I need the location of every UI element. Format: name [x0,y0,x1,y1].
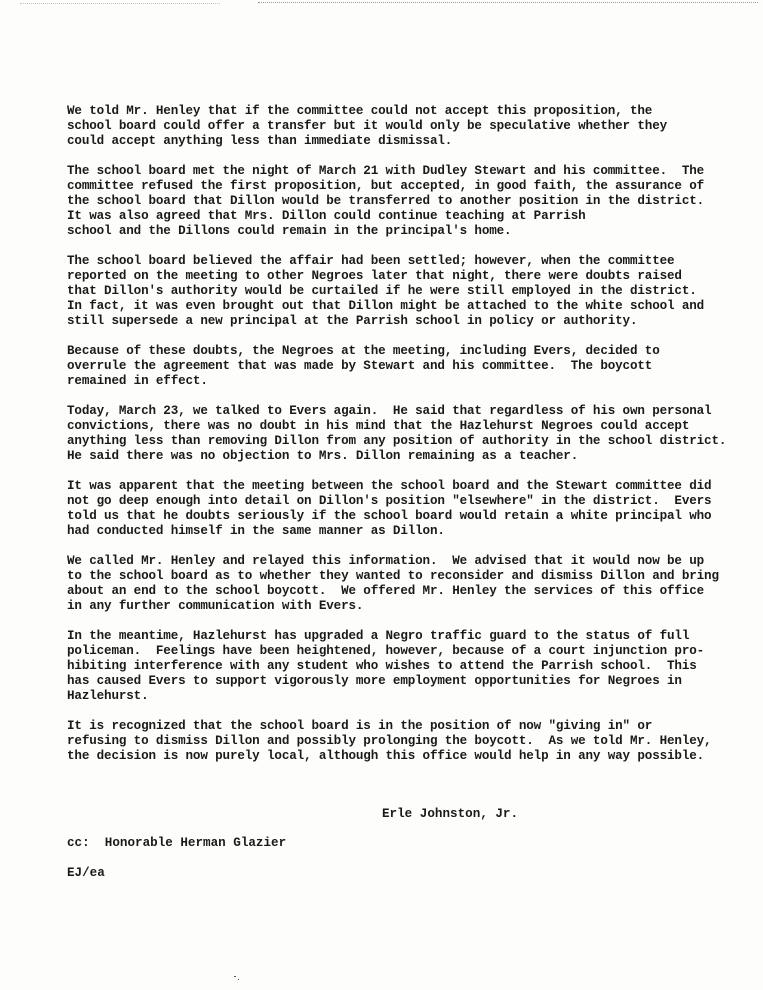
letter-body [67,104,757,779]
paragraph-doubts: Because of these doubts, the Negroes at the meeting, including Evers, decided to overrule the agreement that was made by Stewart and his committee. The boycott remained in effect. [67,344,660,388]
typist-initials: EJ/ea [67,866,105,880]
paragraph-talk-with-evers: Today, March 23, we talked to Evers again. He said that regardless of his own personal convictions, there was no doubt in his mind that the Hazlehurst Negroes could accept anything less than removing Dillon from any position of authority in the school district. He said there was no objection to Mrs. Dillon remaining as a teacher. [67,404,727,463]
top-edge-mark-left [20,3,220,4]
scan-speck [238,979,239,980]
paragraph-called-henley: We called Mr. Henley and relayed this information. We advised that it would now be up to the school board as to whether they wanted to reconsider and dismiss Dillon and bring about an end to the school boycott. We offered Mr. Henley the services of this office in any further communication with Evers. [67,554,719,613]
paragraph-meantime: In the meantime, Hazlehurst has upgraded a Negro traffic guard to the status of full policeman. Feelings have been heightened, however, because of a court injunction pro- hibiting interference with any student who wishes to attend the Parrish school. This has caused Evers to support vigorously more employment opportunities for Negroes in Hazlehurst. [67,629,705,703]
cc-line: cc: Honorable Herman Glazier [67,836,287,850]
paragraph-affair-settled: The school board believed the affair had been settled; however, when the committee reported on the meeting to other Negroes later that night, there were doubts raised that Dillon's authority would be curtailed if he were still employed in the district. In fact, it was even brought out that Dillon might be attached to the white school and still supersede a new principal at the Parrish school in policy or authority. [67,254,705,328]
scan-speck [234,976,236,977]
paragraph-meeting-detail: It was apparent that the meeting between the school board and the Stewart committee did not go deep enough into detail on Dillon's position "elsewhere" in the district. Evers told us that he doubts seriously if the school board would retain a white principal who had conducted himself in the same manner as Dillon. [67,479,712,538]
signature-name: Erle Johnston, Jr. [382,807,519,821]
paragraph-school-board-meeting: The school board met the night of March 21 with Dudley Stewart and his committee. The committee refused the first proposition, but accepted, in good faith, the assurance of the school board that Dillon would be transferred to another position in the district. It was also agreed that Mrs. Dillon could continue teaching at Parrish school and the Dillons could remain in the principal's home. [67,164,705,238]
paragraph-transfer-offer: We told Mr. Henley that if the committee could not accept this proposition, the school board could offer a transfer but it would only be speculative whether they could accept anything less than immediate dismissal. [67,104,668,148]
top-edge-mark [258,2,758,3]
paragraph-recognized: It is recognized that the school board is in the position of now "giving in" or refusing to dismiss Dillon and possibly prolonging the boycott. As we told Mr. Henley, the decision is now purely local, although this office would help in any way possible. [67,719,712,763]
